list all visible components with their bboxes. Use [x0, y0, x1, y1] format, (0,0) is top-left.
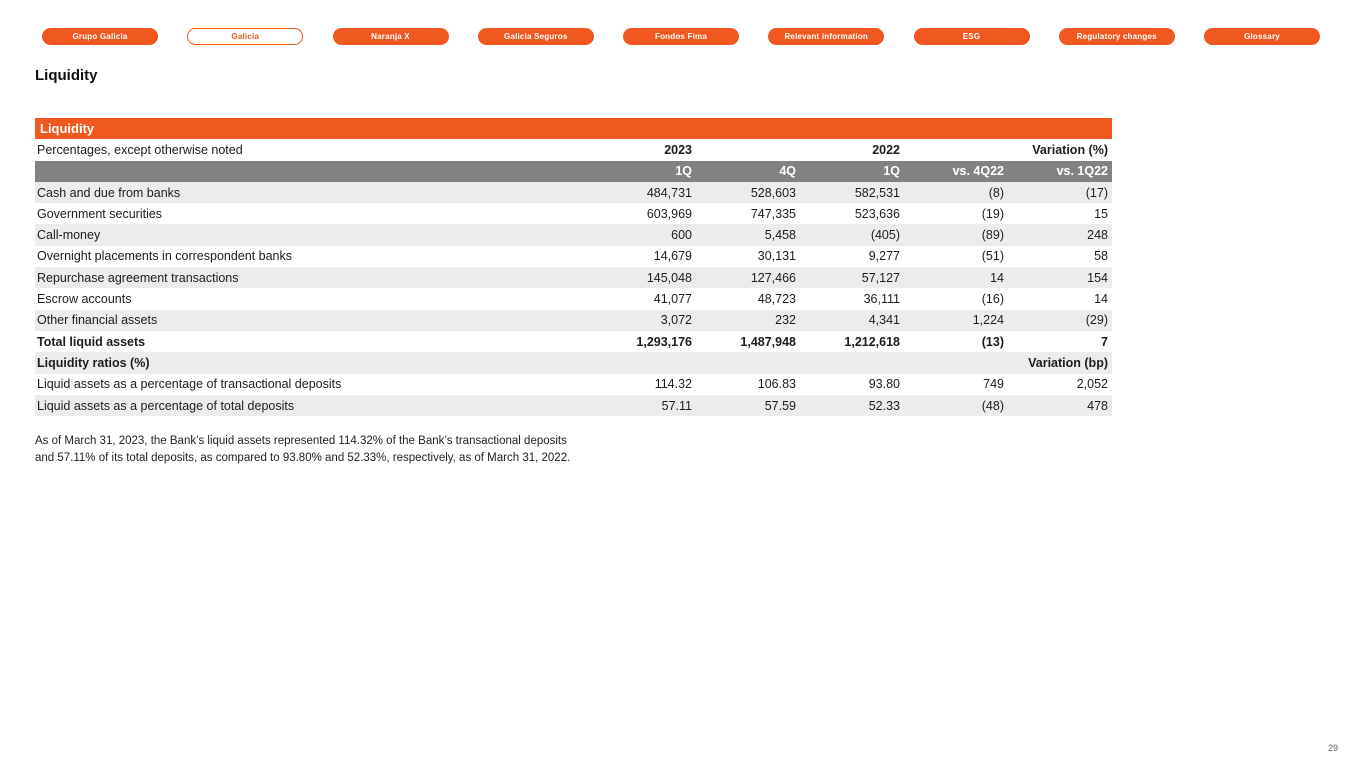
liquidity-table-body [35, 182, 1112, 416]
row-value: 36,111 [863, 292, 900, 307]
row-value: 57,127 [861, 270, 900, 285]
footnote-line-2: and 57.11% of its total deposits, as compared to 93.80% and 52.33%, respectively, as of March 31, 2022. [35, 451, 571, 464]
table-row [35, 395, 1112, 416]
row-value: 48,723 [757, 292, 796, 307]
row-value: 154 [1087, 270, 1108, 285]
page-number: 29 [1327, 743, 1338, 753]
row-value: 7 [1101, 334, 1108, 349]
page-title: Liquidity [35, 67, 98, 84]
nav-tab-grupo-galicia[interactable]: Grupo Galicia [42, 28, 158, 45]
row-value: 1,212,618 [844, 334, 900, 349]
quarter-header-1q23: 1Q [675, 164, 692, 179]
row-label: Liquid assets as a percentage of total deposits [37, 398, 295, 413]
table-row [35, 203, 1112, 224]
row-value: (405) [870, 228, 900, 243]
row-value: 2,052 [1076, 377, 1108, 392]
row-value: (29) [1085, 313, 1108, 328]
footnote-line-1: As of March 31, 2023, the Bank’s liquid assets represented 114.32% of the Bank’s transactional deposits [35, 435, 567, 447]
row-value: 1,224 [972, 313, 1004, 328]
table-row [35, 331, 1112, 352]
table-title: Liquidity [40, 121, 95, 137]
row-value: 114.32 [654, 377, 692, 392]
row-value: (8) [988, 185, 1004, 200]
row-value: 41,077 [653, 292, 692, 307]
row-value: 52.33 [868, 398, 900, 413]
row-label: Government securities [37, 206, 163, 221]
row-label: Call-money [37, 228, 101, 243]
row-value: 106.83 [757, 377, 796, 392]
row-value: (16) [981, 292, 1004, 307]
row-value: 600 [671, 228, 692, 243]
table-row [35, 374, 1112, 395]
row-value: 1,293,176 [636, 334, 692, 349]
row-label: Total liquid assets [37, 334, 146, 349]
row-value: 603,969 [646, 206, 692, 221]
row-value: 3,072 [660, 313, 692, 328]
row-value: 93.80 [868, 377, 900, 392]
row-value: 57.59 [764, 398, 796, 413]
table-subtitle: Percentages, except otherwise noted [37, 142, 243, 157]
row-label: Escrow accounts [37, 292, 132, 307]
row-value: 478 [1087, 398, 1108, 413]
year-2022-header: 2022 [872, 142, 900, 157]
table-row [35, 310, 1112, 331]
table-row [35, 224, 1112, 245]
quarter-header-vs4q22: vs. 4Q22 [952, 164, 1004, 179]
row-value: 1,487,948 [740, 334, 796, 349]
row-value: 14 [1094, 292, 1108, 307]
table-title-bar [35, 118, 1112, 139]
row-label: Other financial assets [37, 313, 158, 328]
row-value: 58 [1094, 249, 1108, 264]
nav-tab-relevant-information[interactable]: Relevant information [768, 28, 884, 45]
quarter-header-4q: 4Q [779, 164, 796, 179]
table-row [35, 182, 1112, 203]
table-row [35, 267, 1112, 288]
row-value: 747,335 [750, 206, 796, 221]
row-value: 523,636 [854, 206, 900, 221]
liquidity-table [35, 118, 1112, 416]
row-value: 582,531 [854, 185, 900, 200]
nav-tab-naranja-x[interactable]: Naranja X [333, 28, 449, 45]
footnote [35, 433, 570, 466]
nav-tab-glossary[interactable]: Glossary [1204, 28, 1320, 45]
row-value: 145,048 [646, 270, 692, 285]
row-label: Cash and due from banks [37, 185, 181, 200]
quarter-header-vs1q22: vs. 1Q22 [1056, 164, 1108, 179]
row-value: 14 [990, 270, 1004, 285]
nav-tab-fondos-fima[interactable]: Fondos Fima [623, 28, 739, 45]
row-value: 528,603 [750, 185, 796, 200]
row-value: 749 [983, 377, 1004, 392]
row-value: 57.11 [661, 398, 692, 413]
table-row [35, 352, 1112, 373]
table-quarter-header-row [35, 161, 1112, 182]
nav-tab-galicia[interactable]: Galicia [187, 28, 303, 45]
row-value: Variation (bp) [1028, 355, 1108, 370]
row-value: 232 [775, 313, 796, 328]
row-value: 9,277 [868, 249, 900, 264]
nav-tab-regulatory-changes[interactable]: Regulatory changes [1059, 28, 1175, 45]
nav-tab-galicia-seguros[interactable]: Galicia Seguros [478, 28, 594, 45]
nav-tab-esg[interactable]: ESG [914, 28, 1030, 45]
row-value: 30,131 [757, 249, 796, 264]
row-value: 484,731 [646, 185, 692, 200]
table-row [35, 246, 1112, 267]
row-value: 127,466 [750, 270, 796, 285]
row-label: Liquid assets as a percentage of transactional deposits [37, 377, 342, 392]
row-value: 4,341 [868, 313, 900, 328]
row-value: 248 [1087, 228, 1108, 243]
table-year-header-row [35, 139, 1112, 160]
row-value: (17) [1085, 185, 1108, 200]
row-value: 14,679 [653, 249, 692, 264]
top-nav [42, 28, 1320, 45]
row-value: (51) [981, 249, 1004, 264]
row-value: 5,458 [764, 228, 796, 243]
row-label: Liquidity ratios (%) [37, 355, 150, 370]
year-2023-header: 2023 [664, 142, 692, 157]
quarter-header-1q22: 1Q [883, 164, 900, 179]
row-label: Repurchase agreement transactions [37, 270, 239, 285]
row-value: (89) [981, 228, 1004, 243]
row-value: (19) [981, 206, 1004, 221]
table-row [35, 288, 1112, 309]
row-label: Overnight placements in correspondent banks [37, 249, 293, 264]
row-value: (48) [981, 398, 1004, 413]
variation-header: Variation (%) [1032, 142, 1108, 157]
row-value: 15 [1094, 206, 1108, 221]
row-value: (13) [981, 334, 1004, 349]
